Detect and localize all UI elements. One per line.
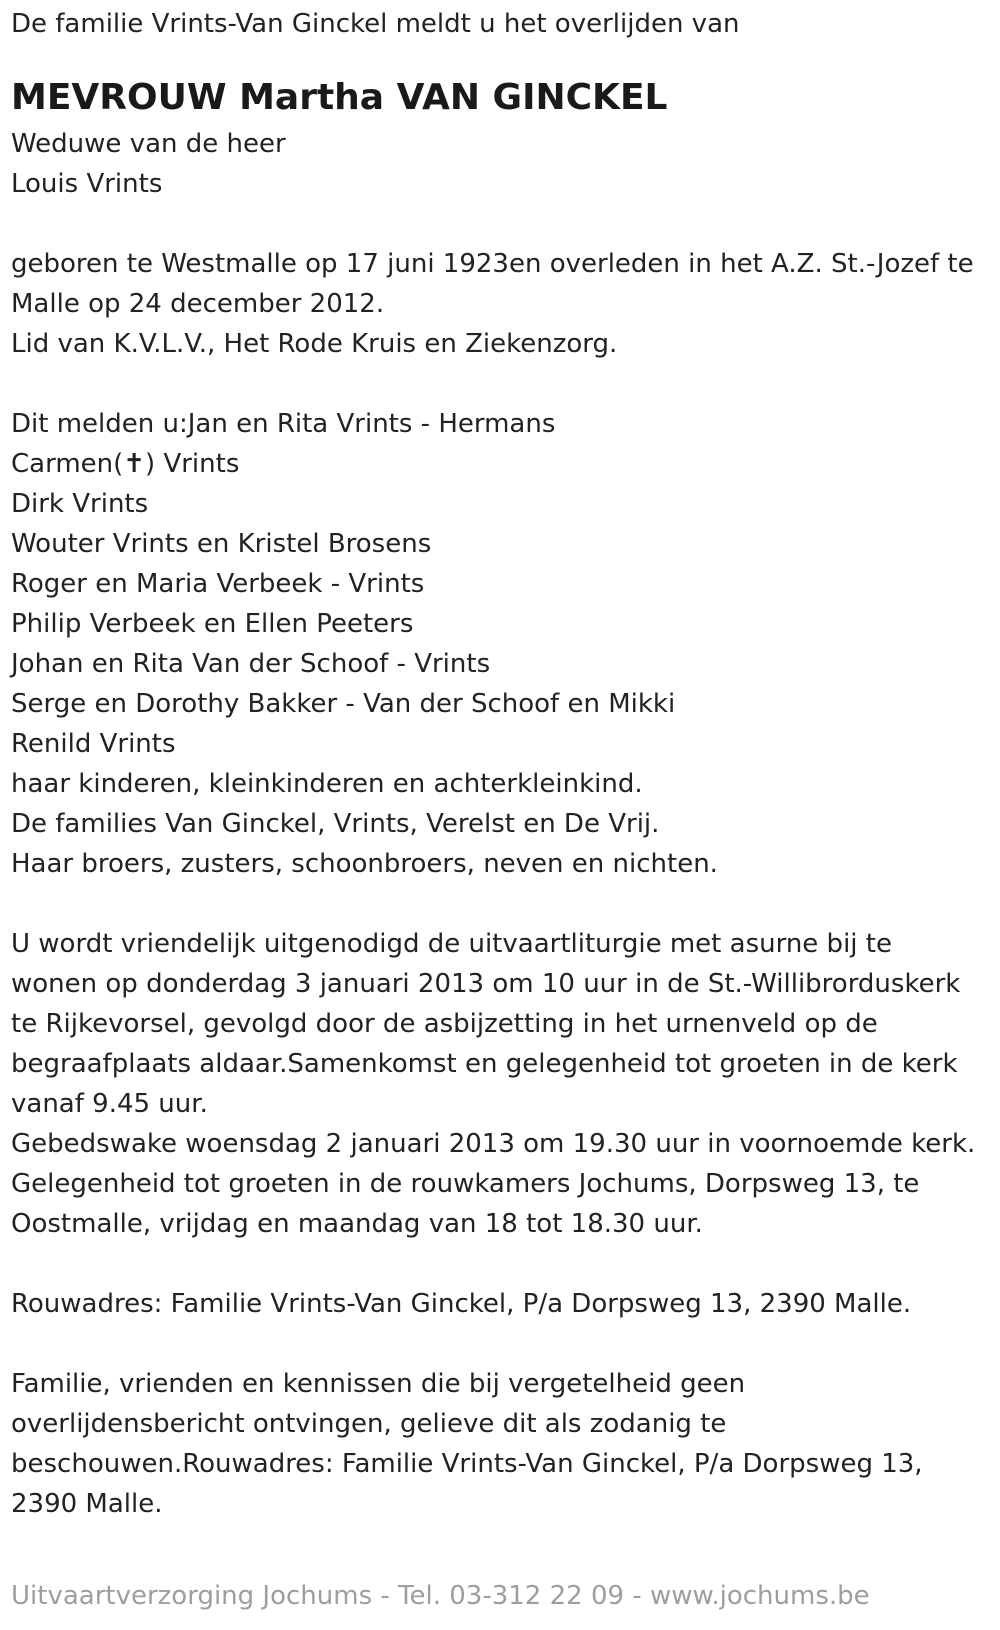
funeral-home-footer: Uitvaartverzorging Jochums - Tel. 03-312 22 09 - www.jochums.be bbox=[11, 1581, 870, 1611]
text-line: wonen op donderdag 3 januari 2013 om 10 uur in de St.-Willibrorduskerk bbox=[11, 969, 961, 999]
text-line: begraafplaats aldaar.Samenkomst en gelegenheid tot groeten in de kerk bbox=[11, 1049, 958, 1079]
mourning-address: Rouwadres: Familie Vrints-Van Ginckel, P/a Dorpsweg 13, 2390 Malle. bbox=[11, 1289, 912, 1319]
spacer bbox=[11, 204, 991, 244]
relative-line: Dit melden u:Jan en Rita Vrints - Hermans bbox=[11, 409, 556, 439]
text-line: Malle op 24 december 2012. bbox=[11, 289, 385, 319]
text-line: overlijdensbericht ontvingen, gelieve dit als zodanig te bbox=[11, 1409, 727, 1439]
text-line: Oostmalle, vrijdag en maandag van 18 tot 18.30 uur. bbox=[11, 1209, 703, 1239]
relative-line: Johan en Rita Van der Schoof - Vrints bbox=[11, 649, 491, 679]
text-line: U wordt vriendelijk uitgenodigd de uitvaartliturgie met asurne bij te bbox=[11, 929, 892, 959]
relative-line: Serge en Dorothy Bakker - Van der Schoof en Mikki bbox=[11, 689, 676, 719]
relative-line: haar kinderen, kleinkinderen en achterkleinkind. bbox=[11, 769, 643, 799]
spacer bbox=[11, 884, 991, 924]
text-line: Gebedswake woensdag 2 januari 2013 om 19.30 uur in voornoemde kerk. bbox=[11, 1129, 976, 1159]
deceased-name: MEVROUW Martha VAN GINCKEL bbox=[11, 77, 668, 118]
spacer bbox=[11, 364, 991, 404]
funeral-info bbox=[11, 924, 991, 1244]
text-line: Gelegenheid tot groeten in de rouwkamers Jochums, Dorpsweg 13, te bbox=[11, 1169, 920, 1199]
text-line: geboren te Westmalle op 17 juni 1923en overleden in het A.Z. St.-Jozef te bbox=[11, 249, 974, 279]
death-notice bbox=[11, 4, 991, 1524]
relative-line: Renild Vrints bbox=[11, 729, 176, 759]
widow-line: Weduwe van de heer bbox=[11, 129, 286, 159]
relative-line: Philip Verbeek en Ellen Peeters bbox=[11, 609, 414, 639]
widow-info bbox=[11, 124, 991, 204]
text-line: beschouwen.Rouwadres: Familie Vrints-Van Ginckel, P/a Dorpsweg 13, bbox=[11, 1449, 923, 1479]
text-line: te Rijkevorsel, gevolgd door de asbijzetting in het urnenveld op de bbox=[11, 1009, 878, 1039]
relative-line: Wouter Vrints en Kristel Brosens bbox=[11, 529, 432, 559]
text-line: Lid van K.V.L.V., Het Rode Kruis en Ziekenzorg. bbox=[11, 329, 618, 359]
relative-line: Dirk Vrints bbox=[11, 489, 149, 519]
relative-line: Carmen(✝) Vrints bbox=[11, 449, 240, 479]
relative-line: Haar broers, zusters, schoonbroers, neven en nichten. bbox=[11, 849, 718, 879]
relatives-list bbox=[11, 404, 991, 884]
relative-line: De families Van Ginckel, Vrints, Verelst en De Vrij. bbox=[11, 809, 660, 839]
birth-death-info bbox=[11, 244, 991, 364]
text-line: Familie, vrienden en kennissen die bij vergetelheid geen bbox=[11, 1369, 746, 1399]
closing-note bbox=[11, 1364, 991, 1524]
spacer bbox=[11, 1244, 991, 1284]
text-line: vanaf 9.45 uur. bbox=[11, 1089, 208, 1119]
intro-text: De familie Vrints-Van Ginckel meldt u het overlijden van bbox=[11, 9, 740, 39]
relative-line: Roger en Maria Verbeek - Vrints bbox=[11, 569, 425, 599]
widow-line: Louis Vrints bbox=[11, 169, 163, 199]
text-line: 2390 Malle. bbox=[11, 1489, 163, 1519]
spacer bbox=[11, 1324, 991, 1364]
